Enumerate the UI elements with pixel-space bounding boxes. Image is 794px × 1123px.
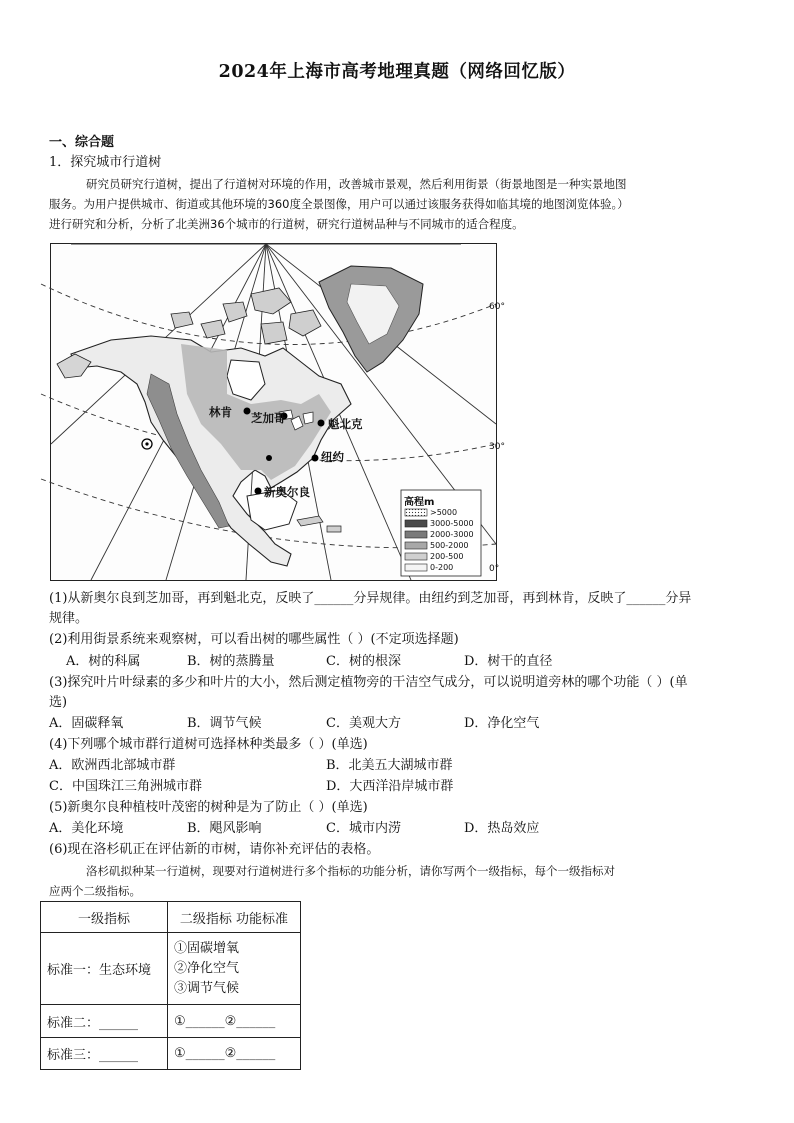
city-dot-quebec: [318, 420, 325, 427]
q3-stem-line-1: (3)探究叶片叶绿素的多少和叶片的大小，然后测定植物旁的干洁空气成分，可以说明道旁林的哪个功能（ ）(单: [49, 675, 688, 690]
q4-option-a: A．欧洲西北部城市群: [49, 758, 176, 773]
table-row-value[interactable]: ①______②______: [168, 1005, 301, 1038]
legend-label-3: 2000-3000: [430, 530, 474, 539]
q5-option-d: D．热岛效应: [464, 821, 540, 836]
q2-option-c: C．树的根深: [326, 654, 401, 669]
lat-label-30: 30°: [489, 442, 505, 452]
q5-option-c: C．城市内涝: [326, 821, 401, 836]
lat-label-0: 0°: [489, 564, 500, 574]
q3-option-d: D．净化空气: [464, 716, 540, 731]
q5-option-b: B．飓风影响: [187, 821, 262, 836]
q3-option-b: B．调节气候: [187, 716, 262, 731]
intro-line-3: 进行研究和分析，分析了北美洲36个城市的行道树，研究行道树品种与不同城市的适合程度。: [49, 217, 524, 231]
table-header-cell: 二级指标 功能标准: [168, 902, 301, 933]
table-row-label[interactable]: 标准三：______: [41, 1038, 168, 1070]
q4-option-d: D．大西洋沿岸城市群: [326, 779, 454, 794]
caribbean-islands: [297, 516, 341, 532]
q4-option-b: B．北美五大湖城市群: [326, 758, 453, 773]
city-label-chicago: 芝加哥: [251, 411, 286, 425]
table-row: [41, 1005, 301, 1038]
section-heading: 一、综合题: [49, 135, 115, 150]
table-row-label[interactable]: 标准二：______: [41, 1005, 168, 1038]
legend-label-1: >5000: [430, 508, 458, 517]
q4-stem: (4)下列哪个城市群行道树可选择林种类最多（ ）(单选): [49, 737, 368, 752]
q5-stem: (5)新奥尔良种植枝叶茂密的树种是为了防止（ ）(单选): [49, 800, 368, 815]
city-label-quebec: 魁北克: [328, 417, 363, 431]
table-header-row: [41, 902, 301, 933]
legend-label-6: 0-200: [430, 563, 454, 572]
q2-option-a: A．树的科属: [66, 654, 141, 669]
table-row-value[interactable]: ①______②______: [168, 1038, 301, 1070]
list-item: ②净化空气: [174, 960, 240, 976]
table-header-cell: 一级指标: [41, 902, 168, 933]
table-row: [41, 1038, 301, 1070]
q6-stem: (6)现在洛杉矶正在评估新的市树，请你补充评估的表格。: [49, 842, 380, 857]
legend-title: 高程m: [404, 497, 435, 508]
legend-label-5: 200-500: [430, 552, 464, 561]
city-label-neworleans: 新奥尔良: [264, 485, 310, 499]
q3-option-c: C．美观大方: [326, 716, 401, 731]
q6-note-line-2: 应两个二级指标。: [49, 884, 141, 898]
city-dot-lincoln: [244, 408, 251, 415]
question-heading: 1．探究城市行道树: [49, 155, 162, 170]
q2-stem: (2)利用街景系统来观察树，可以看出树的哪些属性（ ）(不定项选择题): [49, 632, 459, 647]
legend-label-2: 3000-5000: [430, 519, 474, 528]
q6-note-line-1: 洛杉矶拟种某一行道树，现要对行道树进行多个指标的功能分析，请你写两个一级指标，每个一级指标对: [86, 864, 615, 878]
list-item: ①固碳增氧: [174, 940, 240, 956]
q1-line-2: 规律。: [49, 611, 89, 626]
intro-line-2: 服务。为用户提供城市、街道或其他环境的360度全景图像，用户可以通过该服务获得如临其境的地图浏览体验。）: [49, 197, 629, 211]
arctic-islands: [171, 288, 321, 344]
city-dot-newyork: [312, 455, 319, 462]
city-label-newyork: 纽约: [321, 450, 344, 464]
q3-option-a: A．固碳释氧: [49, 716, 124, 731]
q4-option-c: C．中国珠江三角洲城市群: [49, 779, 202, 794]
table-row: [41, 933, 301, 1005]
north-america-map: [50, 243, 505, 581]
table-row-items: [168, 933, 301, 1005]
city-dot-inland: [266, 455, 272, 461]
table-row-label: 标准一：生态环境: [41, 933, 168, 1005]
q1-line-1: (1)从新奥尔良到芝加哥，再到魁北克，反映了______分异规律。由纽约到芝加哥，再到林肯，反映了______分异: [49, 591, 692, 606]
q5-option-a: A．美化环境: [49, 821, 124, 836]
list-item: ③调节气候: [174, 980, 240, 996]
page-title: 2024年上海市高考地理真题（网络回忆版）: [218, 62, 576, 82]
q3-stem-line-2: 选): [49, 695, 68, 710]
intro-line-1: 研究员研究行道树，提出了行道树对环境的作用，改善城市景观，然后利用街景（街景地图是一种实景地图: [86, 177, 627, 191]
lat-label-60: 60°: [489, 302, 505, 312]
city-dot-neworleans: [255, 488, 262, 495]
evaluation-table: [40, 901, 301, 1070]
city-label-lincoln: 林肯: [209, 405, 232, 419]
q2-option-d: D．树干的直径: [464, 654, 553, 669]
q2-option-b: B．树的蒸腾量: [187, 654, 275, 669]
los-angeles-marker-center: [145, 442, 148, 445]
legend-label-4: 500-2000: [430, 541, 469, 550]
